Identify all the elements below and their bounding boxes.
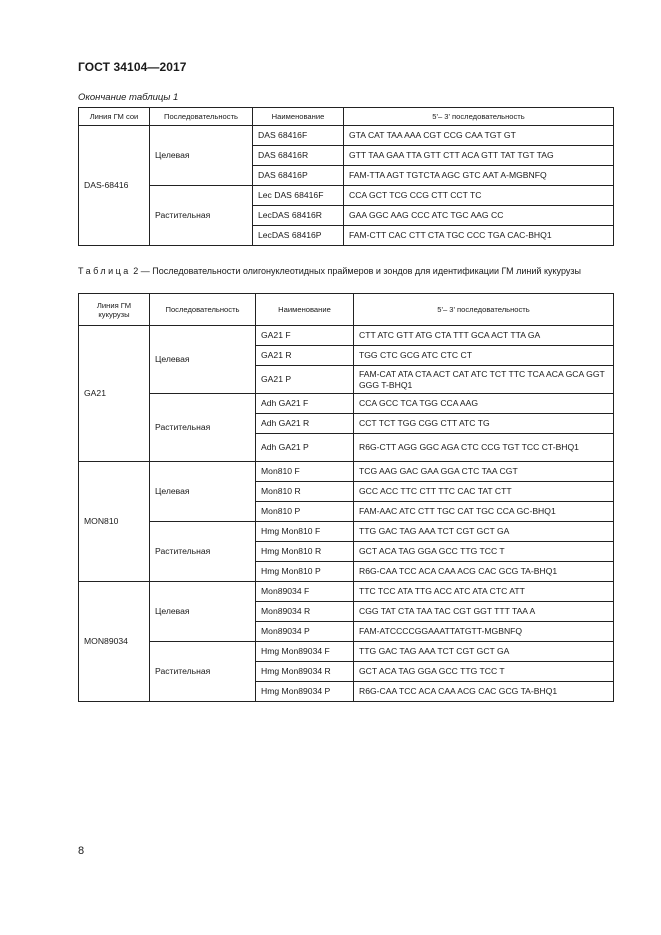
primer-name-cell: Hmg Mon89034 F	[256, 642, 354, 662]
primer-name-cell: GA21 R	[256, 346, 354, 366]
sequence-cell: GTA CAT TAA AAA CGT CCG CAA TGT GT	[344, 126, 614, 146]
sequence-type-cell: Целевая	[150, 326, 256, 394]
primer-name-cell: GA21 P	[256, 366, 354, 394]
primer-name-cell: Hmg Mon810 R	[256, 542, 354, 562]
sequence-cell: FAM-AAC ATC CTT TGC CAT TGC CCA GC-BHQ1	[354, 502, 614, 522]
table-row	[79, 642, 614, 662]
column-header: 5'– 3' последовательность	[344, 108, 614, 126]
sequence-type-cell: Растительная	[150, 642, 256, 702]
primer-name-cell: Adh GA21 P	[256, 434, 354, 462]
sequence-cell: GCT ACA TAG GGA GCC TTG TCC T	[354, 662, 614, 682]
table-row	[79, 326, 614, 346]
table2-caption	[78, 265, 614, 277]
sequence-cell: R6G-CAA TCC ACA CAA ACG CAC GCG TA-BHQ1	[354, 682, 614, 702]
sequence-cell: FAM-CAT ATA CTA ACT CAT ATC TCT TTC TCA ACA GCA GGT GGG T-BHQ1	[354, 366, 614, 394]
table-header-row	[79, 108, 614, 126]
primer-name-cell: Hmg Mon89034 P	[256, 682, 354, 702]
sequence-type-cell: Растительная	[150, 522, 256, 582]
sequence-cell: CCT TCT TGG CGG CTT ATC TG	[354, 414, 614, 434]
table2-caption-label: Таблица	[78, 266, 131, 276]
primer-name-cell: Hmg Mon810 F	[256, 522, 354, 542]
table-2	[78, 293, 614, 702]
column-header: Последовательность	[150, 108, 253, 126]
sequence-cell: GTT TAA GAA TTA GTT CTT ACA GTT TAT TGT TAG	[344, 146, 614, 166]
sequence-cell: CGG TAT CTA TAA TAC CGT GGT TTT TAA A	[354, 602, 614, 622]
table2-caption-text: 2 — Последовательности олигонуклеотидных праймеров и зондов для идентификации ГМ линий кукурузы	[130, 266, 581, 276]
sequence-cell: TTG GAC TAG AAA TCT CGT GCT GA	[354, 522, 614, 542]
line-cell: MON810	[79, 462, 150, 582]
sequence-type-cell: Растительная	[150, 186, 253, 246]
primer-name-cell: Hmg Mon810 P	[256, 562, 354, 582]
sequence-cell: TGG CTC GCG ATC CTC CT	[354, 346, 614, 366]
primer-name-cell: DAS 68416R	[253, 146, 344, 166]
sequence-cell: R6G-CAA TCC ACA CAA ACG CAC GCG TA-BHQ1	[354, 562, 614, 582]
primer-name-cell: Mon89034 P	[256, 622, 354, 642]
line-cell: DAS-68416	[79, 126, 150, 246]
primer-name-cell: Hmg Mon89034 R	[256, 662, 354, 682]
sequence-type-cell: Целевая	[150, 126, 253, 186]
column-header: Линия ГМ сои	[79, 108, 150, 126]
sequence-cell: CCA GCC TCA TGG CCA AAG	[354, 394, 614, 414]
column-header: Линия ГМ кукурузы	[79, 294, 150, 326]
primer-name-cell: LecDAS 68416P	[253, 226, 344, 246]
sequence-type-cell: Целевая	[150, 582, 256, 642]
sequence-cell: FAM-CTT CAC CTT CTA TGC CCC TGA CAC-BHQ1	[344, 226, 614, 246]
sequence-cell: TTC TCC ATA TTG ACC ATC ATA CTC ATT	[354, 582, 614, 602]
primer-name-cell: Mon89034 F	[256, 582, 354, 602]
column-header: 5'– 3' последовательность	[354, 294, 614, 326]
sequence-cell: R6G-CTT AGG GGC AGA CTC CCG TGT TCC CT-BHQ1	[354, 434, 614, 462]
line-cell: GA21	[79, 326, 150, 462]
table1-caption: Окончание таблицы 1	[78, 92, 179, 103]
table-row	[79, 394, 614, 414]
column-header: Наименование	[256, 294, 354, 326]
table-row	[79, 186, 614, 206]
sequence-cell: FAM-ATCCCCGGAAATTATGTT-MGBNFQ	[354, 622, 614, 642]
sequence-cell: TTG GAC TAG AAA TCT CGT GCT GA	[354, 642, 614, 662]
sequence-cell: CCA GCT TCG CCG CTT CCT TC	[344, 186, 614, 206]
table-header-row	[79, 294, 614, 326]
column-header: Последовательность	[150, 294, 256, 326]
page-number: 8	[78, 845, 85, 857]
sequence-cell: CTT ATC GTT ATG CTA TTT GCA ACT TTA GA	[354, 326, 614, 346]
table-1-continued	[78, 107, 614, 246]
sequence-cell: GAA GGC AAG CCC ATC TGC AAG CC	[344, 206, 614, 226]
sequence-cell: GCC ACC TTC CTT TTC CAC TAT CTT	[354, 482, 614, 502]
primer-name-cell: Lec DAS 68416F	[253, 186, 344, 206]
table-row	[79, 462, 614, 482]
sequence-cell: TCG AAG GAC GAA GGA CTC TAA CGT	[354, 462, 614, 482]
column-header: Наименование	[253, 108, 344, 126]
primer-name-cell: Mon89034 R	[256, 602, 354, 622]
table-row	[79, 126, 614, 146]
primer-name-cell: Mon810 P	[256, 502, 354, 522]
line-cell: MON89034	[79, 582, 150, 702]
primer-name-cell: Mon810 R	[256, 482, 354, 502]
sequence-type-cell: Целевая	[150, 462, 256, 522]
sequence-cell: GCT ACA TAG GGA GCC TTG TCC T	[354, 542, 614, 562]
primer-name-cell: Adh GA21 R	[256, 414, 354, 434]
document-code: ГОСТ 34104—2017	[78, 60, 187, 74]
primer-name-cell: DAS 68416F	[253, 126, 344, 146]
primer-name-cell: DAS 68416P	[253, 166, 344, 186]
table-row	[79, 522, 614, 542]
sequence-type-cell: Растительная	[150, 394, 256, 462]
primer-name-cell: GA21 F	[256, 326, 354, 346]
sequence-cell: FAM-TTA AGT TGTCTA AGC GTC AAT A-MGBNFQ	[344, 166, 614, 186]
primer-name-cell: Adh GA21 F	[256, 394, 354, 414]
primer-name-cell: Mon810 F	[256, 462, 354, 482]
table-row	[79, 582, 614, 602]
primer-name-cell: LecDAS 68416R	[253, 206, 344, 226]
